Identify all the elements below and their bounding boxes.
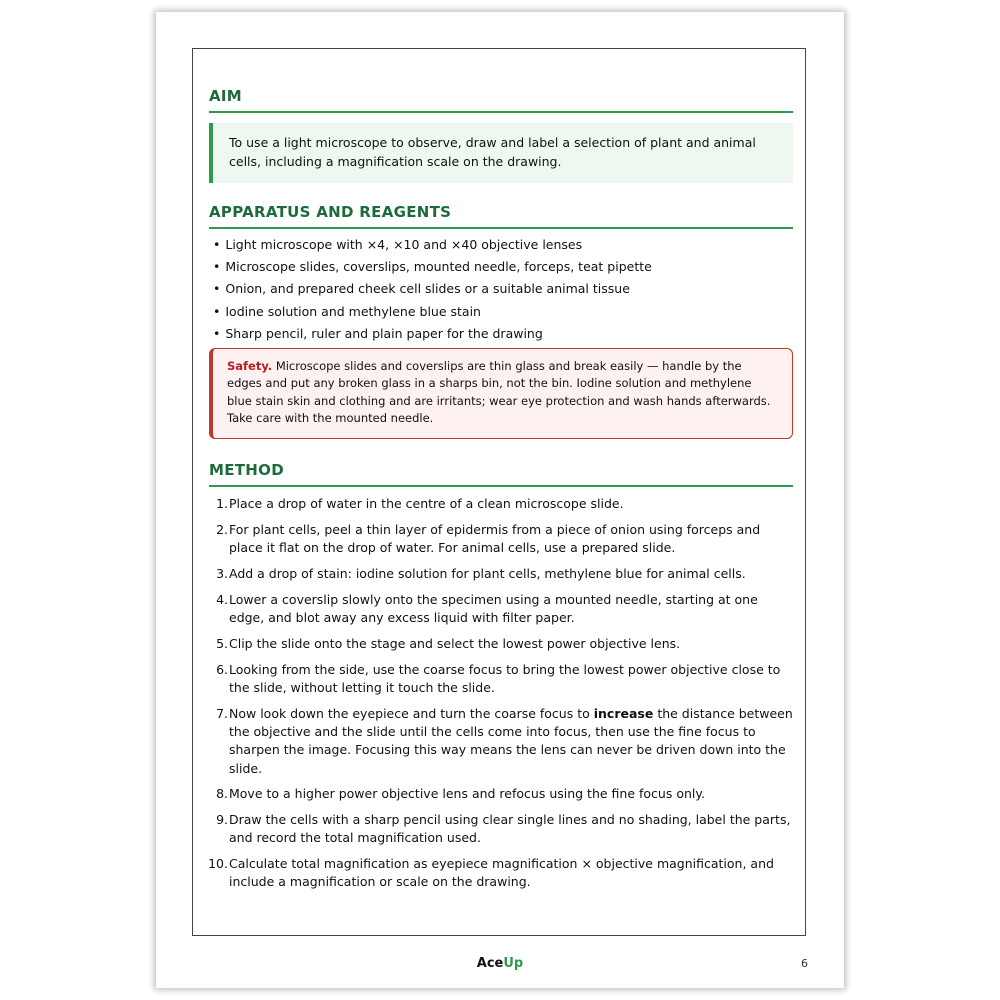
list-item-text: Onion, and prepared cheek cell slides or a suitable animal tissue xyxy=(225,281,630,297)
bullet-icon: • xyxy=(213,325,221,341)
bullet-icon: • xyxy=(213,259,221,275)
apparatus-heading: APPARATUS AND REAGENTS xyxy=(209,203,793,229)
list-item xyxy=(213,281,793,297)
aim-text: To use a light microscope to observe, draw and label a selection of plant and animal cells, including a magnification scale on the drawing. xyxy=(229,135,756,169)
method-step xyxy=(209,565,793,583)
safety-text: Microscope slides and coverslips are thin glass and break easily — handle by the edges and put any broken glass in a sharps bin, not the bin. Iodine solution and methylene blue stain skin and clothing and are irritants; wear eye protection and wash hands afterwards. Take care with the mounted needle. xyxy=(227,358,771,426)
method-step xyxy=(209,785,793,803)
method-step xyxy=(209,521,793,558)
list-item xyxy=(213,326,793,342)
step-text: Add a drop of stain: iodine solution for plant cells, methylene blue for animal cells. xyxy=(229,565,746,581)
step-text: Draw the cells with a sharp pencil using clear single lines and no shading, label the parts, and record the total magnification used. xyxy=(229,812,791,846)
safety-box xyxy=(209,348,793,439)
list-item-text: Iodine solution and methylene blue stain xyxy=(225,303,481,319)
logo-text-up: Up xyxy=(503,956,524,971)
method-step xyxy=(209,705,793,778)
list-item xyxy=(213,237,793,253)
safety-label: Safety. xyxy=(227,358,273,373)
step-text-before: Now look down the eyepiece and turn the coarse focus to xyxy=(229,705,594,721)
method-step xyxy=(209,661,793,698)
step-text: Lower a coverslip slowly onto the specimen using a mounted needle, starting at one edge, and blot away any excess liquid with filter paper. xyxy=(229,591,758,625)
step-text-after: the distance between the objective and the slide until the cells come into focus, then use the fine focus to sharpen the image. Focusing this way means the lens can never be driven down into the slide. xyxy=(229,705,793,776)
list-item xyxy=(213,304,793,320)
step-text: Move to a higher power objective lens and refocus using the fine focus only. xyxy=(229,786,705,802)
step-number: 1. xyxy=(216,495,228,511)
list-item-text: Sharp pencil, ruler and plain paper for the drawing xyxy=(225,325,543,341)
step-text: Looking from the side, use the coarse focus to bring the lowest power objective close to the slide, without letting it touch the slide. xyxy=(229,661,781,695)
step-number: 5. xyxy=(216,635,228,651)
list-item-text: Microscope slides, coverslips, mounted needle, forceps, teat pipette xyxy=(225,259,652,275)
step-text: Place a drop of water in the centre of a clean microscope slide. xyxy=(229,495,624,511)
document-page xyxy=(156,12,844,988)
step-number: 7. xyxy=(216,705,228,721)
aim-box xyxy=(209,123,793,183)
method-list xyxy=(209,495,793,892)
step-number: 4. xyxy=(216,591,228,607)
bullet-icon: • xyxy=(213,303,221,319)
method-step xyxy=(209,495,793,513)
page-frame xyxy=(192,48,806,936)
step-number: 2. xyxy=(216,521,228,537)
method-step xyxy=(209,811,793,848)
method-step xyxy=(209,855,793,892)
bullet-icon: • xyxy=(213,281,221,297)
method-heading: METHOD xyxy=(209,461,793,487)
aim-heading: AIM xyxy=(209,87,793,113)
page-content xyxy=(209,87,793,899)
list-item-text: Light microscope with ×4, ×10 and ×40 objective lenses xyxy=(225,237,583,252)
page-number: 6 xyxy=(801,957,808,970)
step-text: Calculate total magnification as eyepiece magnification × objective magnification, and include a magnification or scale on the drawing. xyxy=(229,856,774,890)
method-step xyxy=(209,635,793,653)
bullet-icon: • xyxy=(213,237,221,252)
step-number: 9. xyxy=(216,812,228,828)
method-step xyxy=(209,591,793,628)
footer-logo xyxy=(156,956,844,971)
step-text: For plant cells, peel a thin layer of epidermis from a piece of onion using forceps and place it flat on the drop of water. For animal cells, use a prepared slide. xyxy=(229,521,761,556)
step-text-emphasis: increase xyxy=(593,705,654,721)
logo-text-ace: Ace xyxy=(476,956,504,971)
step-number: 10. xyxy=(208,856,228,872)
step-number: 3. xyxy=(216,565,228,581)
list-item xyxy=(213,259,793,275)
step-number: 8. xyxy=(216,786,228,802)
step-text: Clip the slide onto the stage and select the lowest power objective lens. xyxy=(229,635,681,651)
step-number: 6. xyxy=(216,661,228,677)
apparatus-list xyxy=(209,237,793,342)
